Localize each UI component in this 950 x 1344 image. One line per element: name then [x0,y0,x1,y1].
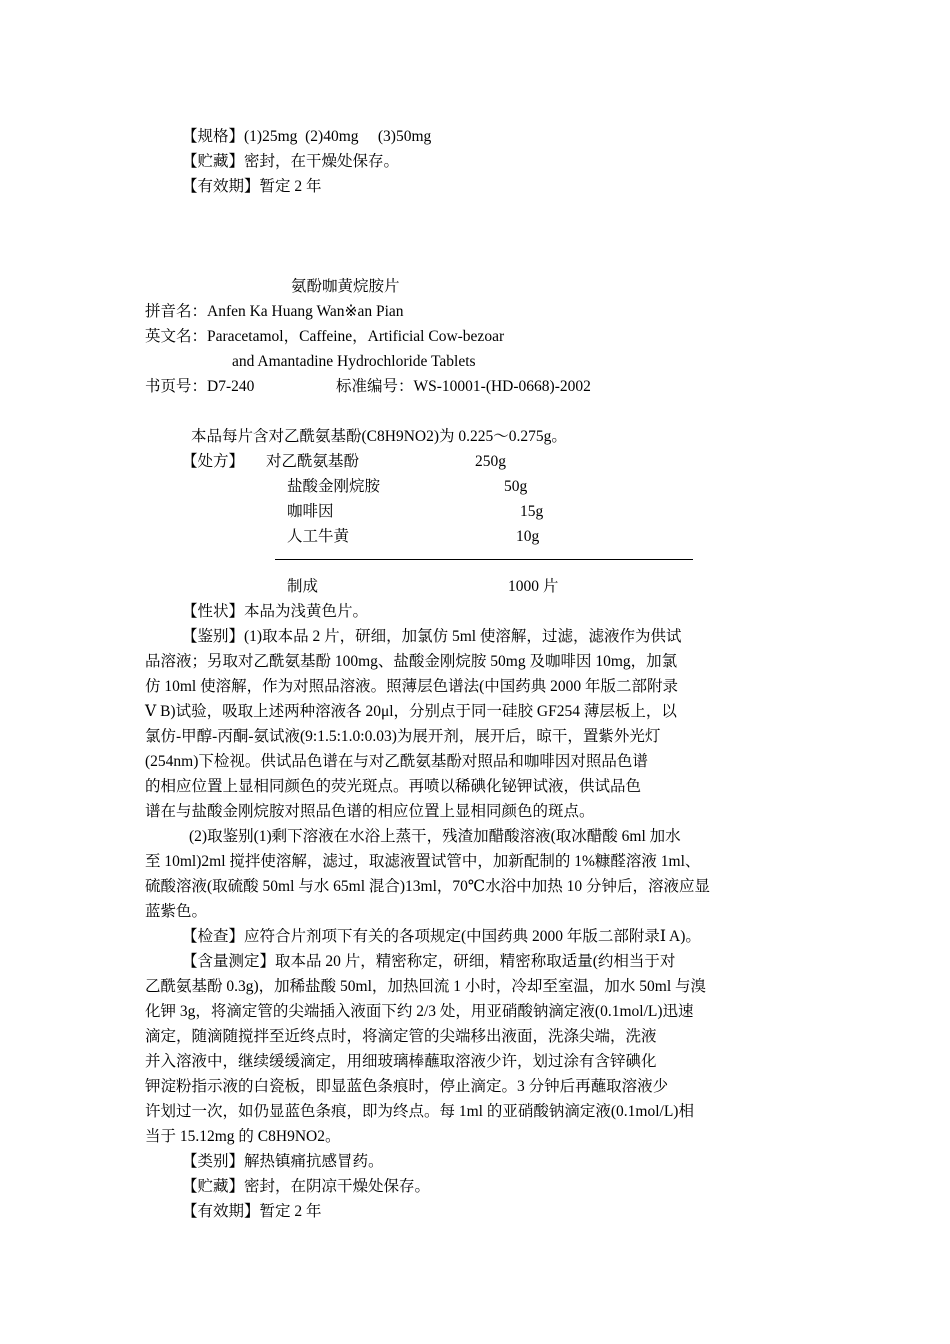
text-line: Ⅴ B)试验，吸取上述两种溶液各 20μl，分别点于同一硅胶 GF254 薄层板上，以 [145,703,677,720]
text-line: 谱在与盐酸金刚烷胺对照品色谱的相应位置上显相同颜色的斑点。 [145,803,595,820]
standard-number: 标准编号：WS-10001-(HD-0668)-2002 [336,378,591,395]
storage-line: 【贮藏】密封，在干燥处保存。 [182,153,400,170]
formula-amount: 250g [475,453,506,470]
text-line: 许划过一次，如仍显蓝色条痕，即为终点。每 1ml 的亚硝酸钠滴定液(0.1mol/L)相 [145,1103,694,1120]
english-name-line-2: and Amantadine Hydrochloride Tablets [232,353,476,370]
text-line: 至 10ml)2ml 搅拌使溶解，滤过，取滤液置试管中，加新配制的 1%糠醛溶液 1ml、 [145,853,701,870]
text-line: 【性状】本品为浅黄色片。 [182,603,369,620]
text-line: 并入溶液中，继续缓缓滴定，用细玻璃棒蘸取溶液少许，划过涂有含锌碘化 [145,1053,657,1070]
formula-ingredient: 人工牛黄 [287,528,350,545]
pinyin-name: 拼音名：Anfen Ka Huang Wan※an Pian [145,303,404,320]
text-line: 化钾 3g，将滴定管的尖端插入液面下约 2/3 处，用亚硝酸钠滴定液(0.1mol/L)迅速 [145,1003,694,1020]
formula-total-label: 制成 [287,578,319,595]
formula-total-amount: 1000 片 [508,578,559,595]
formula-divider [275,559,693,560]
text-line: 蓝紫色。 [145,903,208,920]
page-number: 书页号：D7-240 [145,378,255,395]
text-line: 钾淀粉指示液的白瓷板，即显蓝色条痕时，停止滴定。3 分钟后再蘸取溶液少 [145,1078,669,1095]
content-requirement: 本品每片含对乙酰氨基酚(C8H9NO2)为 0.225～0.275g。 [191,428,567,445]
text-line: 滴定，随滴随搅拌至近终点时，将滴定管的尖端移出液面，洗涤尖端，洗液 [145,1028,657,1045]
formula-label: 【处方】 [182,453,245,470]
text-line: 【鉴别】(1)取本品 2 片，研细，加氯仿 5ml 使溶解，过滤，滤液作为供试 [182,628,682,645]
monograph-title: 氨酚咖黄烷胺片 [291,278,400,295]
text-line: 的相应位置上显相同颜色的荧光斑点。再喷以稀碘化铋钾试液，供试品色 [145,778,642,795]
formula-amount: 15g [520,503,544,520]
text-line: 氯仿-甲醇-丙酮-氨试液(9:1.5:1.0:0.03)为展开剂，展开后，晾干，置紫外光灯 [145,728,661,745]
formula-ingredient: 盐酸金刚烷胺 [287,478,381,495]
formula-amount: 10g [516,528,540,545]
text-line: 【含量测定】取本品 20 片，精密称定，研细，精密称取适量(约相当于对 [182,953,676,970]
text-line: 【有效期】暂定 2 年 [182,1203,322,1220]
text-line: 【贮藏】密封，在阴凉干燥处保存。 [182,1178,431,1195]
formula-amount: 50g [504,478,528,495]
text-line: (2)取鉴别(1)剩下溶液在水浴上蒸干，残渣加醋酸溶液(取冰醋酸 6ml 加水 [189,828,681,845]
text-line: 仿 10ml 使溶解，作为对照品溶液。照薄层色谱法(中国药典 2000 年版二部附录 [145,678,679,695]
english-name-line-1: 英文名：Paracetamol，Caffeine，Artificial Cow-bezoar [145,328,505,345]
text-line: (254nm)下检视。供试品色谱在与对乙酰氨基酚对照品和咖啡因对照品色谱 [145,753,648,770]
validity-line: 【有效期】暂定 2 年 [182,178,322,195]
text-line: 乙酰氨基酚 0.3g)，加稀盐酸 50ml，加热回流 1 小时，冷却至室温，加水 50ml 与溴 [145,978,707,995]
text-line: 【类别】解热镇痛抗感冒药。 [182,1153,384,1170]
spec-line: 【规格】(1)25mg (2)40mg (3)50mg [182,128,432,145]
formula-ingredient: 对乙酰氨基酚 [266,453,360,470]
text-line: 硫酸溶液(取硫酸 50ml 与水 65ml 混合)13ml，70℃水浴中加热 10 分钟后，溶液应显 [145,878,711,895]
text-line: 品溶液；另取对乙酰氨基酚 100mg、盐酸金刚烷胺 50mg 及咖啡因 10mg，加氯 [145,653,678,670]
text-line: 【检查】应符合片剂项下有关的各项规定(中国药典 2000 年版二部附录Ⅰ A)。 [182,928,701,945]
text-line: 当于 15.12mg 的 C8H9NO2。 [145,1128,341,1145]
formula-ingredient: 咖啡因 [287,503,334,520]
